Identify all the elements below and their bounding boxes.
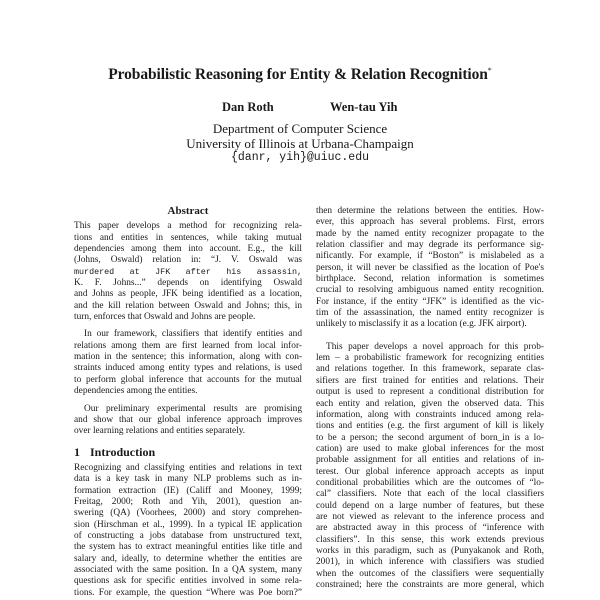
abstract-paragraph [74,329,302,397]
text-line: are abstracted away in this process of “inference with [316,523,544,534]
text-line: birthplace. Second, relation information is sometimes [316,274,544,285]
text-line: constrained; here the constraints are more general, which [316,580,544,590]
body-paragraph [74,463,302,599]
email: {danr, yih}@uiuc.edu [230,151,370,165]
text-line: Our preliminary experimental results are promising [84,403,302,414]
text-line: tions. For example, the question “Where was Poe born?” [74,587,302,598]
text-line: of constructing a jobs database from unstructured text, [74,530,302,541]
text-line: nificantly. For example, if “Boston” is mislabeled as a [316,251,544,262]
text-line: K. F. Johns...” depends on identifying Oswald [74,278,302,289]
text-line: (Johns, Oswald) relation in: “J. V. Oswald was [74,255,302,266]
text-line: sion (Hirschman et al., 1999). In a typical IE application [74,519,302,530]
text-line: then determine the relations between the entities. How- [316,206,544,216]
right-column [316,206,544,591]
text-line: associated with the same position. In a QA system, many [74,564,302,575]
text-line: This paper develops a method for recognizing rela- [74,221,302,232]
text-line: 2001), in which inference with classifiers was studied [316,557,544,568]
university: University of Illinois at Urbana-Champaign [186,135,414,151]
text-line: unlikely to misclassify it as a location (e.g. JFK airport). [316,319,527,330]
author-name: Wen-tau Yih [330,100,398,114]
text-line: mation in the sentence; this information, along with con- [74,352,302,363]
text-line: For instance, if the entity “JFK” is identified as the vic- [316,296,544,307]
paper-title [0,66,600,84]
text-line: salary and, ideally, to determine whether the entities are [74,553,302,564]
department: Department of Computer Science [212,121,388,136]
text-line: each entity and relation, given the observed data. This [316,398,544,409]
text-line: dependencies among the entities. [74,386,198,397]
section-title: Introduction [90,444,156,459]
text-line: information, along with constraints induced among rela- [316,409,544,420]
text-line: Recognizing and classifying entities and relations in text [74,462,302,473]
text-line: dependencies among them into account. E.g., the kill [74,244,302,255]
text-line: relations among them are first learned from local infor- [74,340,302,351]
text-line: and Johns as people, JFK being identified as a location, [74,289,302,300]
text-line: conditional probabilities which are the outcomes of “lo- [316,477,544,488]
text-line: output is used to represent a conditional distribution for [316,387,544,398]
text-line: could depend on a large number of features, but these [316,500,544,511]
text-line: formation extraction (IE) (Califf and Mooney, 1999; [74,485,302,496]
text-line: classifiers”. In this sense, this work extends previous [316,534,544,545]
section-number: 1 [74,444,80,459]
text-line: ever, this approach has several problems. First, errors [316,217,544,228]
text-line: tions and entities in sentences, while taking mutual [74,232,302,243]
text-line: In our framework, classifiers that identify entities and [84,329,302,340]
text-line: cal” classifiers. Note that each of the local classifiers [316,489,544,500]
author-name: Dan Roth [222,100,274,114]
text-line: turn, enforces that Oswald and Johns are people. [74,312,256,323]
abstract-paragraph [74,221,302,323]
text-line: probable assignment for all entities and relations of in- [316,455,544,466]
text-line: and relations together. In this framework, separate clas- [316,364,544,375]
text-line: tions and entities (e.g. the first argument of kill is likely [316,421,544,432]
text-line: relation classifier and may degrade its performance sig- [316,240,544,251]
text-line: terest. Our global inference approach accepts as input [316,466,544,477]
abstract-heading: Abstract [167,205,209,217]
text-line: over learning relations and entities separately. [74,426,246,437]
text-line: are not viewed as relevant to the inference process and [316,511,544,522]
body-paragraph [316,206,544,331]
text-line: to perform global inference that accounts for the mutual [74,374,302,385]
text-line: the system has to extract meaningful entities like title and [74,542,302,553]
text-line: when the outcomes of the classifiers were sequentially [316,568,544,579]
paper-title-text: Probabilistic Reasoning for Entity & Relation Recognition [108,66,488,84]
text-line: lem – a probabilistic framework for recognizing entities [316,353,544,364]
text-line: made by the named entity recognizer propagate to the [316,228,544,239]
abstract-paragraph [74,404,302,438]
text-line: straints induced among entity types and relations, is used [74,363,302,374]
text-line: murdered at JFK after his assassin, [74,266,302,277]
text-line: questions ask for specific entities involved in some rela- [74,576,302,587]
text-line: works in this paradigm, such as (Punyakanok and Roth, [316,545,544,556]
affiliation-block [0,122,600,166]
body-paragraph [316,342,544,592]
text-line: Freitag, 2000; Roth and Yih, 2001), question an- [74,496,302,507]
text-line: cation) are used to make global inferences for the most [316,443,544,454]
text-line: sifiers are first trained for entities and relations. Their [316,375,544,386]
text-line: and show that our global inference approach improves [74,414,302,425]
text-line: crucial to resolving ambiguous named entity recognition. [316,285,544,296]
text-line: person, it will never be classified as the location of Poe's [316,262,544,273]
text-line: swering (QA) (Voorhees, 2000) and story comprehen- [74,508,302,519]
text-line: This paper develops a novel approach for this prob- [326,341,544,352]
text-line: tim of the assassination, the named entity recognizer is [316,308,544,319]
title-footnote-mark: * [487,66,492,75]
text-line: data is a key task in many NLP problems such as in- [74,474,302,485]
section-heading [74,444,302,459]
left-column [74,206,302,599]
text-line: and the kill relation between Oswald and Johns; this, in [74,300,302,311]
text-line: to be a person; the second argument of born_in is a lo- [316,432,544,443]
